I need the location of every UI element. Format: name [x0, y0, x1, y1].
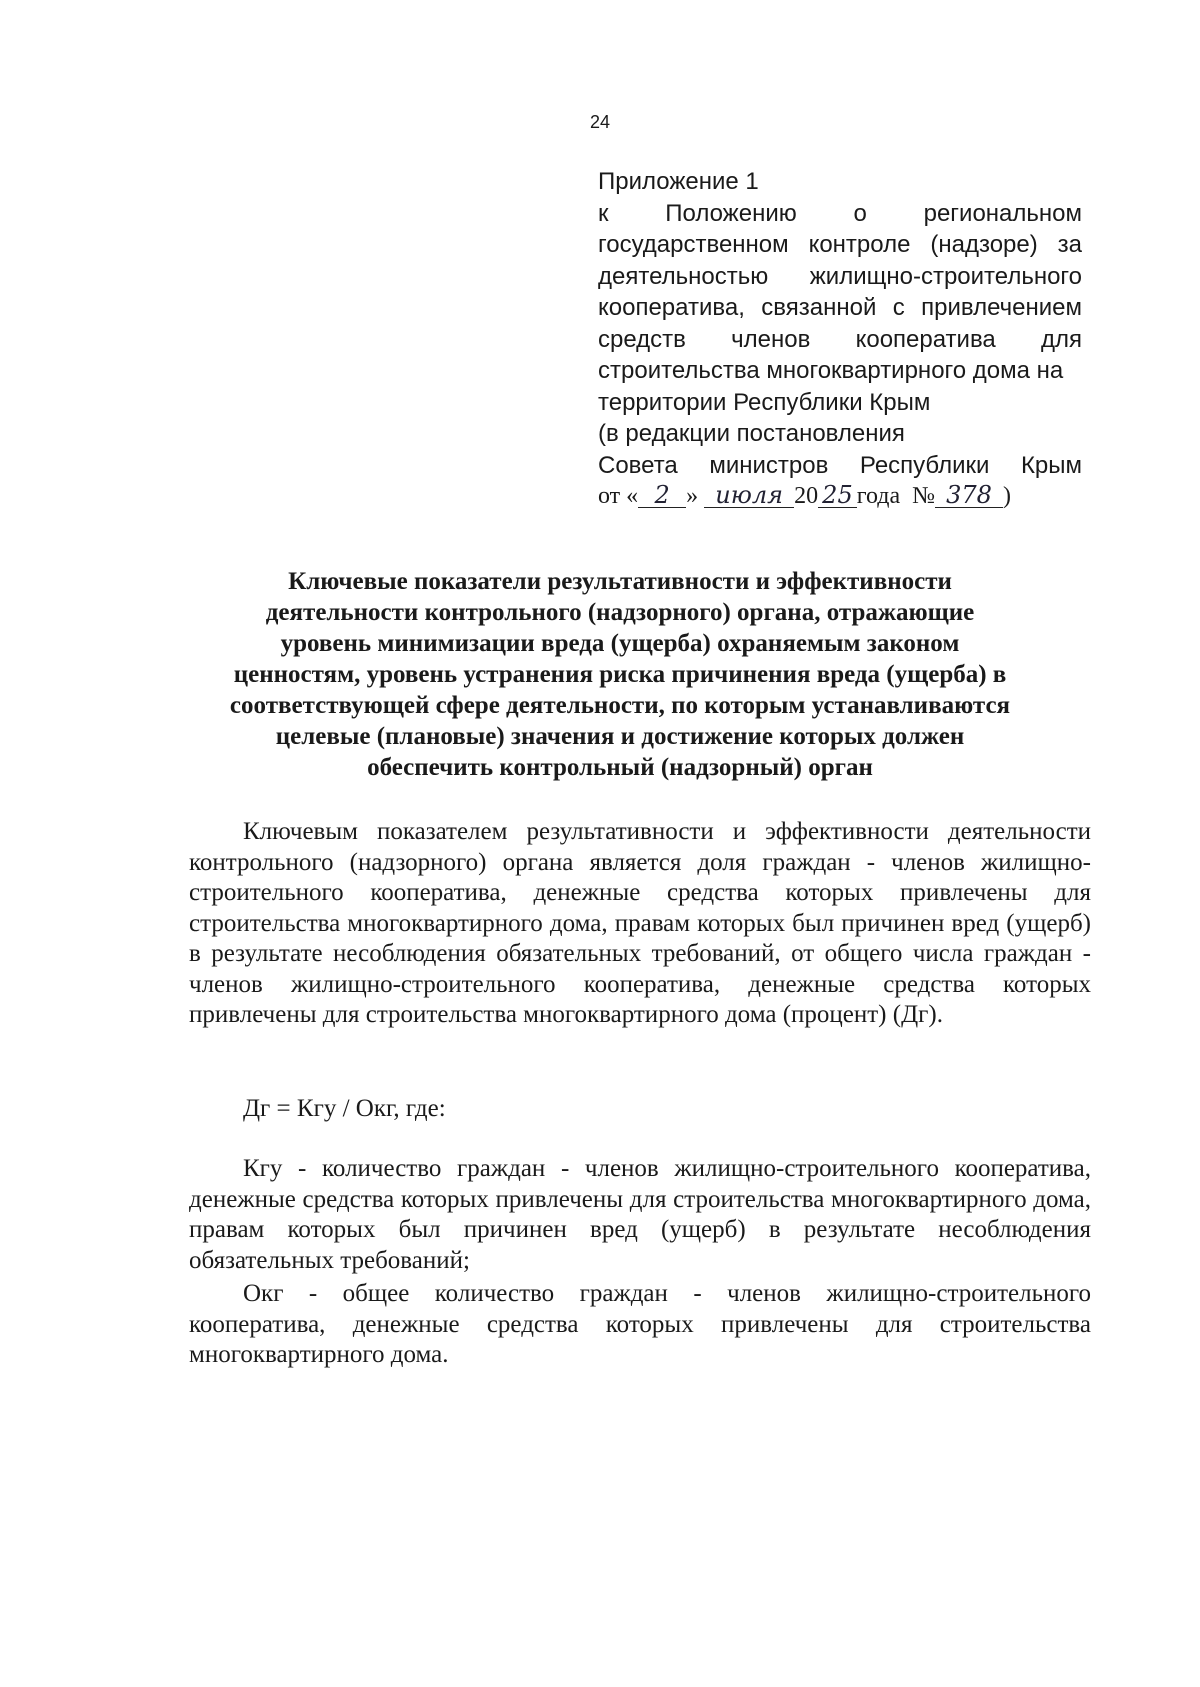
handwritten-number: 378: [935, 483, 1003, 508]
appendix-title: Приложение 1: [598, 168, 759, 195]
appendix-header: [598, 166, 1082, 513]
appendix-line-3: деятельностью жилищно-строительного: [598, 262, 1082, 290]
section-heading: Ключевые показатели результативности и эффективности деятельности контрольного (надзорного) органа, отражающие уровень минимизации вреда (ущерба) охраняемым законом ценностям, уровень устранения риска причинения вреда (ущерба) в соответствующей сфере деятельности, по которым устанавливаются целевые (плановые) значения и достижение которых должен обеспечить контрольный (надзорный) орган: [229, 568, 1011, 781]
page-number: 24: [589, 112, 611, 132]
appendix-edition-1: (в редакции постановления: [598, 420, 905, 447]
handwritten-month: июля: [704, 483, 794, 508]
handwritten-year: 25: [818, 483, 857, 508]
appendix-edition-2: Совета министров Республики Крым: [598, 451, 1083, 479]
paragraph-key-indicator: Ключевым показателем результативности и эффективности деятельности контрольного (надзорного) органа является доля граждан - членов жилищно-строительного кооператива, денежные средства которых привлечены для строительства многоквартирного дома, правам которых был причинен вред (ущерб) в результате несоблюдения обязательных требований, от общего числа граждан - членов жилищно-строительного кооператива, денежные средства которых привлечены для строительства многоквартирного дома (процент) (Дг).: [189, 818, 1091, 1028]
appendix-date-line: от « 2 » июля 20 25 года № 378 ): [598, 481, 1012, 509]
handwritten-day: 2: [638, 483, 686, 508]
appendix-line-1: к Положению о региональном: [598, 199, 1083, 227]
formula: Дг = Кгу / Окг, где:: [243, 1095, 446, 1122]
definition-kgu: Кгу - количество граждан - членов жилищно-строительного кооператива, денежные средства которых привлечены для строительства многоквартирного дома, правам которых был причинен вред (ущерб) в результате несоблюдения обязательных требований;: [189, 1155, 1091, 1274]
appendix-line-5: средств членов кооператива для: [598, 325, 1083, 353]
definition-okg: Окг - общее количество граждан - членов жилищно-строительного кооператива, денежные средства которых привлечены для строительства многоквартирного дома.: [189, 1280, 1091, 1368]
appendix-line-4: кооператива, связанной с привлечением: [598, 294, 1083, 321]
appendix-line-2: государственном контроле (надзоре) за: [598, 231, 1082, 258]
appendix-line-6: строительства многоквартирного дома на: [598, 357, 1064, 384]
appendix-line-7: территории Республики Крым: [598, 388, 931, 416]
